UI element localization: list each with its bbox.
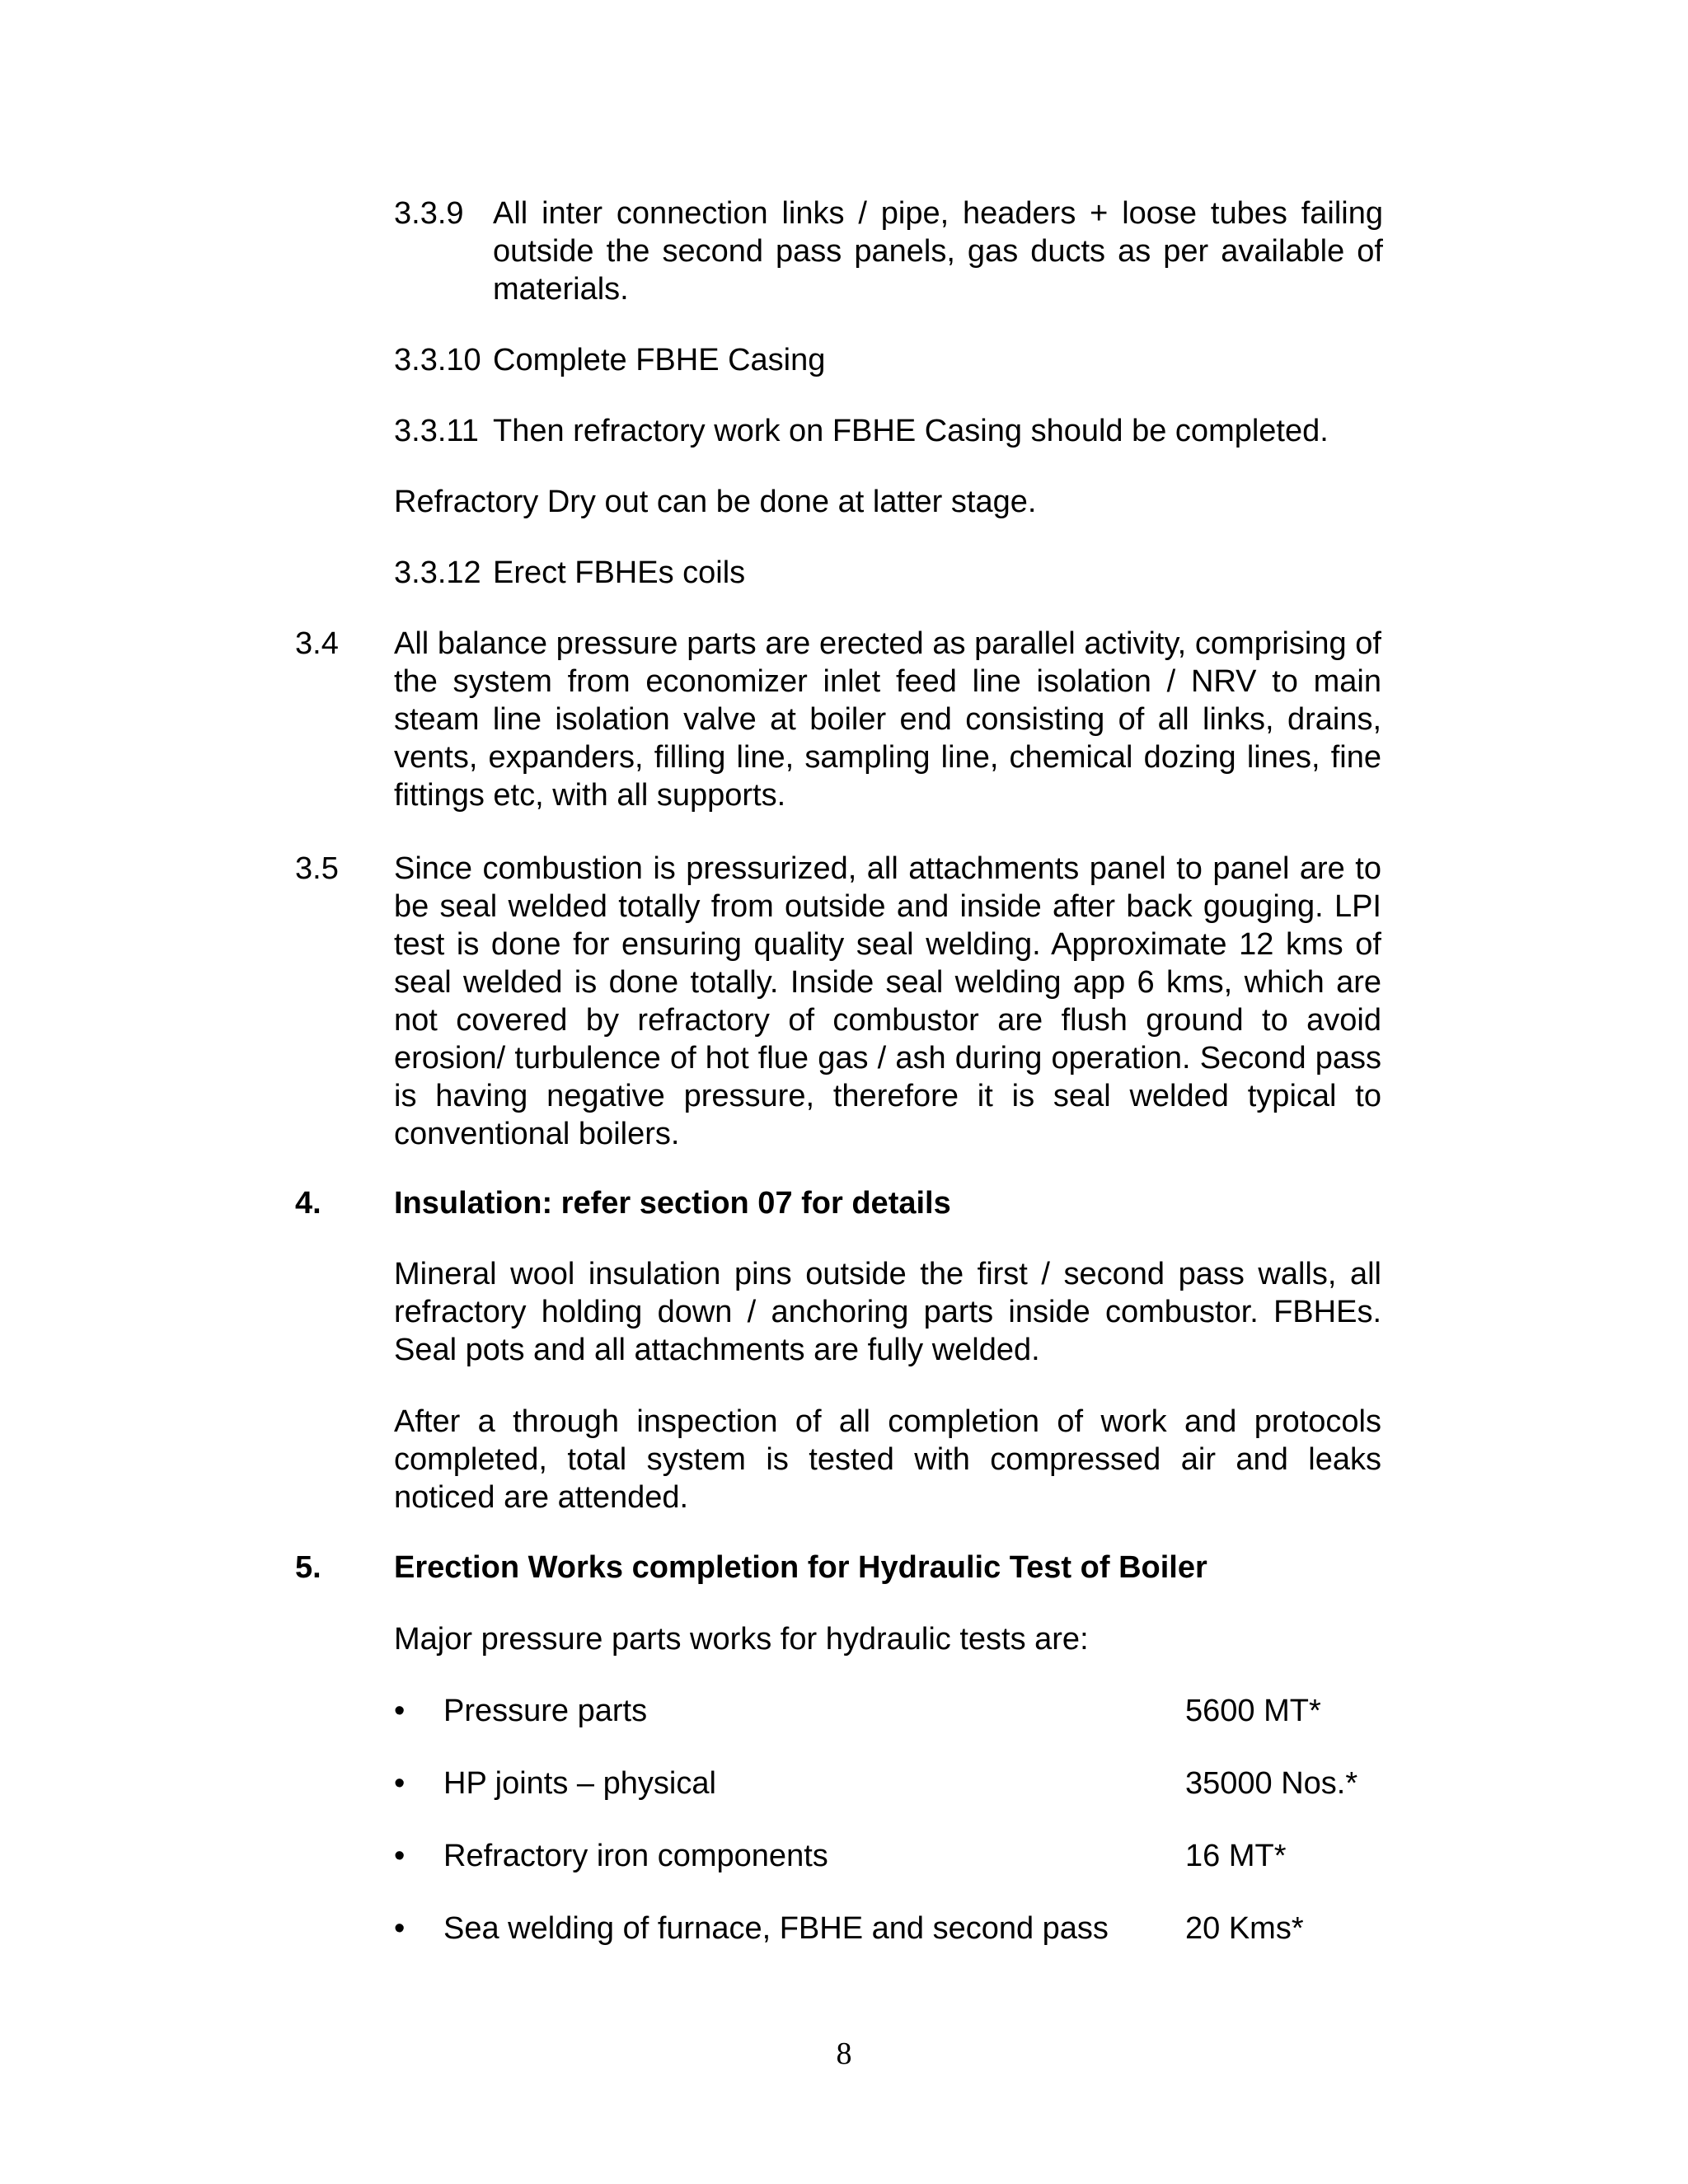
page-number: 8 xyxy=(836,2036,852,2071)
list-item-label: Pressure parts xyxy=(443,1694,648,1728)
dryout-note: Refractory Dry out can be done at latter stage. xyxy=(394,485,1037,519)
section-4-para-1: Mineral wool insulation pins outside the first / second pass walls, all refractory holding down / anchoring parts inside combustor. FBHEs. Seal pots and all attachments are fully welded. xyxy=(394,1257,1381,1367)
section-5-heading: Erection Works completion for Hydraulic Test of Boiler xyxy=(394,1550,1207,1585)
item-number: 3.3.10 xyxy=(394,343,481,377)
list-item-value: 35000 Nos.* xyxy=(1185,1766,1358,1801)
item-3-3-12 xyxy=(394,554,1383,592)
list-item xyxy=(394,1910,1465,1947)
item-3-3-11 xyxy=(394,412,1383,450)
bullet-icon: • xyxy=(394,1694,406,1728)
item-text: Complete FBHE Casing xyxy=(493,343,826,377)
list-item-label: Sea welding of furnace, FBHE and second pass xyxy=(443,1911,1109,1946)
bullet-icon: • xyxy=(394,1839,406,1873)
list-item-value: 5600 MT* xyxy=(1185,1694,1321,1728)
section-4-para-2: After a through inspection of all completion of work and protocols completed, total system is tested with compressed air and leaks noticed are attended. xyxy=(394,1404,1381,1515)
section-5-intro: Major pressure parts works for hydraulic tests are: xyxy=(394,1622,1089,1657)
section-4-heading: Insulation: refer section 07 for details xyxy=(394,1186,951,1221)
item-number: 3.3.11 xyxy=(394,414,479,448)
bullet-icon: • xyxy=(394,1766,406,1801)
section-4-number: 4. xyxy=(295,1186,321,1221)
list-item xyxy=(394,1765,1465,1802)
item-number: 3.3.12 xyxy=(394,555,481,590)
item-text: Erect FBHEs coils xyxy=(493,555,746,590)
item-3-5-text: Since combustion is pressurized, all attachments panel to panel are to be seal welded totally from outside and inside after back gouging. LPI test is done for ensuring quality seal welding. Approximate 12 kms of seal welded is done totally. Inside seal welding app 6 kms, which are not covered by refractory of combustor are flush ground to avoid erosion/ turbulence of hot flue gas / ash during operation. Second pass is having negative pressure, therefore it is seal welded typical to conventional boilers. xyxy=(394,851,1381,1151)
list-item-value: 20 Kms* xyxy=(1185,1911,1304,1946)
item-number: 3.3.9 xyxy=(394,196,464,231)
list-item xyxy=(394,1837,1465,1875)
list-item-value: 16 MT* xyxy=(1185,1839,1287,1873)
item-text: Then refractory work on FBHE Casing should be completed. xyxy=(493,414,1329,448)
item-3-4-number: 3.4 xyxy=(295,626,339,661)
item-3-3-9 xyxy=(394,194,1383,308)
list-item xyxy=(394,1692,1465,1730)
item-3-3-10 xyxy=(394,341,1383,379)
item-3-4-text: All balance pressure parts are erected as parallel activity, comprising of the system from economizer inlet feed line isolation / NRV to main steam line isolation valve at boiler end consisting of all links, drains, vents, expanders, filling line, sampling line, chemical dozing lines, fine fittings etc, with all supports. xyxy=(394,626,1381,813)
list-item-label: HP joints – physical xyxy=(443,1766,716,1801)
bullet-icon: • xyxy=(394,1911,406,1946)
item-3-5-number: 3.5 xyxy=(295,851,339,886)
list-item-label: Refractory iron components xyxy=(443,1839,828,1873)
item-text: All inter connection links / pipe, headers + loose tubes failing outside the second pass panels, gas ducts as per available of materials. xyxy=(493,196,1383,307)
section-5-number: 5. xyxy=(295,1550,321,1585)
